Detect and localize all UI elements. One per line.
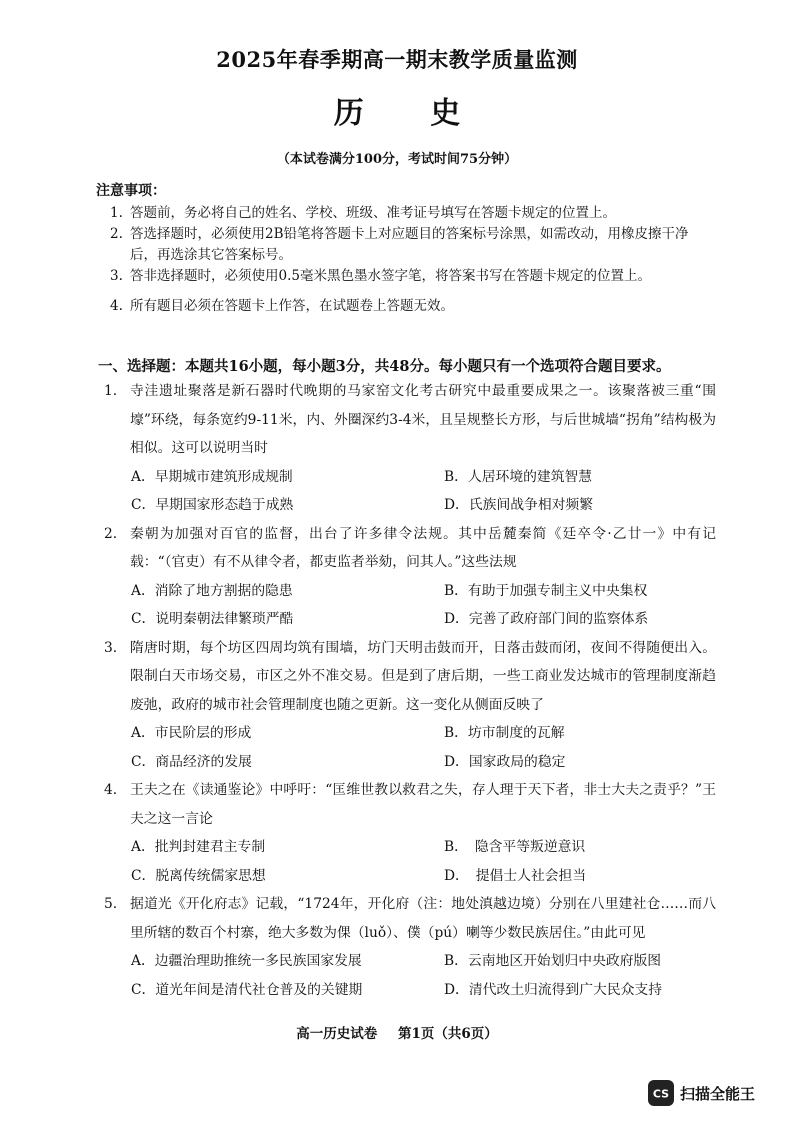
option-b: B．云南地区开始划归中央政府版图 xyxy=(444,953,662,969)
option-d: D． 提倡士人社会担当 xyxy=(444,867,587,884)
option-a: A．边疆治理助推统一多民族国家发展 xyxy=(131,953,362,969)
exam-title: 2025年春季期高一期末教学质量监测 xyxy=(216,47,578,72)
option-d: D．氏族间战争相对频繁 xyxy=(444,497,594,513)
option-a: A．早期城市建筑形成规制 xyxy=(131,468,293,485)
option-b: B．坊市制度的瓦解 xyxy=(444,725,565,741)
note-number: 3. xyxy=(110,268,123,284)
option-b: B． 隐含平等叛逆意识 xyxy=(444,839,586,855)
option-c: C．脱离传统儒家思想 xyxy=(131,867,266,884)
subject-title: 历 史 xyxy=(333,96,489,131)
note-number: 4. xyxy=(110,298,123,314)
note-number: 1. xyxy=(110,205,123,221)
option-b: B．有助于加强专制主义中央集权 xyxy=(444,582,648,599)
option-d: D．清代改土归流得到广大民众支持 xyxy=(444,981,663,998)
question-number: 2. xyxy=(104,525,118,542)
note-item xyxy=(110,266,710,287)
watermark-text: 扫描全能王 xyxy=(680,1084,756,1103)
question-number: 5. xyxy=(104,896,118,912)
logo-text: CS xyxy=(652,1087,670,1100)
footer-paper-name: 高一历史试卷 xyxy=(296,1026,378,1042)
question-stem xyxy=(104,520,716,577)
option-grid xyxy=(131,833,716,890)
option-c: C．商品经济的发展 xyxy=(131,753,252,770)
section-heading: 一、选择题：本题共16小题，每小题3分，共48分。每小题只有一个选项符合题目要求。 xyxy=(98,358,671,375)
page-footer xyxy=(0,1022,794,1042)
option-a: A．批判封建君主专制 xyxy=(131,839,266,855)
question-stem xyxy=(104,634,716,720)
note-text: 答非选择题时，必须使用0.5毫米黑色墨水签字笔，将答案书写在答题卡规定的位置上。 xyxy=(130,268,651,284)
question-3 xyxy=(104,634,716,777)
notes-list xyxy=(110,203,710,317)
option-grid xyxy=(131,577,716,634)
notes-title: 注意事项： xyxy=(96,183,166,199)
option-b: B．人居环境的建筑智慧 xyxy=(444,468,593,485)
question-5 xyxy=(104,890,716,1004)
question-text: 据道光《开化府志》记载，“1724年，开化府（注：地处滇越边境）分别在八里建社仓……而八里所辖的数百个村寨，绝大多数为倮（luǒ）、僕（pú）喇等少数民族居住。”由此可见 xyxy=(130,896,716,941)
option-grid xyxy=(131,947,716,1004)
note-item xyxy=(110,224,710,266)
note-text: 所有题目必须在答题卡上作答，在试题卷上答题无效。 xyxy=(130,298,454,314)
question-stem xyxy=(104,890,716,947)
option-c: C．道光年间是清代社仓普及的关键期 xyxy=(131,981,363,998)
note-text: 答选择题时，必须使用2B铅笔将答题卡上对应题目的答案标号涂黑，如需改动，用橡皮擦干净后，再选涂其它答案标号。 xyxy=(130,226,689,263)
option-a: A．市民阶层的形成 xyxy=(131,725,252,741)
option-d: D．完善了政府部门间的监察体系 xyxy=(444,611,649,627)
option-c: C．说明秦朝法律繁琐严酷 xyxy=(131,611,294,627)
footer-page-number: 第1页（共6页） xyxy=(397,1026,498,1042)
question-text: 王夫之在《读通鉴论》中呼吁：“匡维世教以救君之失，存人理于天下者，非士大夫之责乎？”王夫之这一言论 xyxy=(130,782,716,827)
question-list xyxy=(104,377,716,1004)
option-a: A．消除了地方割据的隐患 xyxy=(131,582,293,599)
scanner-watermark xyxy=(648,1080,755,1106)
question-number: 4. xyxy=(104,782,118,798)
option-d: D．国家政局的稳定 xyxy=(444,753,566,770)
question-text: 寺洼遗址聚落是新石器时代晚期的马家窑文化考古研究中最重要成果之一。该聚落被三重“围壕”环绕，每条宽约9-11米，内、外圈深约3-4米，且呈规整长方形，与后世城墙“拐角”结构极为相似。这可以说明当时 xyxy=(130,383,716,456)
note-text: 答题前，务必将自己的姓名、学校、班级、准考证号填写在答题卡规定的位置上。 xyxy=(130,205,616,221)
question-text: 隋唐时期，每个坊区四周均筑有围墙，坊门天明击鼓而开，日落击鼓而闭，夜间不得随便出入。限制白天市场交易，市区之外不准交易。但是到了唐后期，一些工商业发达城市的管理制度渐趋废弛，政府的城市社会管理制度也随之更新。这一变化从侧面反映了 xyxy=(130,639,716,713)
question-4 xyxy=(104,776,716,890)
camscanner-logo-icon xyxy=(648,1080,674,1106)
question-stem xyxy=(104,377,716,463)
option-grid xyxy=(131,719,716,776)
question-text: 秦朝为加强对百官的监督，出台了许多律令法规。其中岳麓秦简《廷卒令·乙廿一》中有记载：“（官吏）有不从律令者，都吏监者举劾，问其人。”这些法规 xyxy=(130,525,716,570)
question-2 xyxy=(104,520,716,634)
note-item xyxy=(110,203,710,224)
question-number: 3. xyxy=(104,639,118,656)
question-stem xyxy=(104,776,716,833)
option-grid xyxy=(131,463,716,520)
note-item xyxy=(110,296,710,317)
question-number: 1. xyxy=(104,383,118,399)
question-1 xyxy=(104,377,716,520)
option-c: C．早期国家形态趋于成熟 xyxy=(131,497,294,513)
note-number: 2. xyxy=(110,226,123,242)
exam-meta: （本试卷满分100分，考试时间75分钟） xyxy=(276,152,518,167)
